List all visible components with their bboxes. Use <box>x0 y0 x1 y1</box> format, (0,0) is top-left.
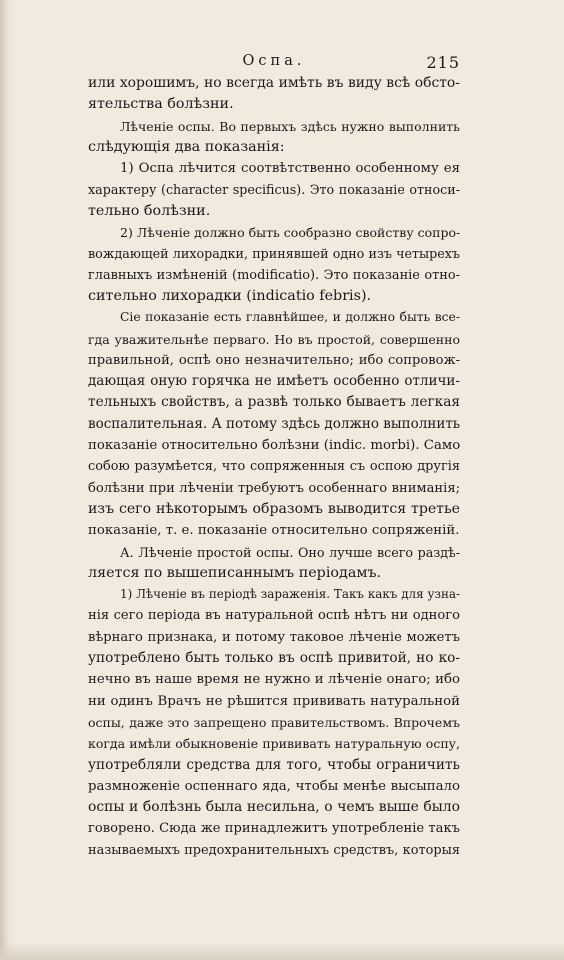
page-title: Оспа. <box>242 53 306 69</box>
text-line: 1) Оспа лѣчится соотвѣтственно особенному ея <box>120 161 460 177</box>
text-line: 2) Лѣченіе должно быть сообразно свойству сопро- <box>120 225 461 241</box>
text-line: вѣрнаго признака, и потому таковое лѣченіе можетъ <box>88 629 460 645</box>
text-line: сительно лихорадки (indicatio febris). <box>88 287 372 304</box>
body-text <box>88 73 460 861</box>
page-edge-shadow <box>0 0 14 960</box>
text-line: Сіе показаніе есть главнѣйшее, и должно быть все- <box>120 310 460 325</box>
text-line: говорено. Сюда же принадлежитъ употребленіе такъ <box>88 821 460 837</box>
text-line: А. Лѣченіе простой оспы. Оно лучше всего раздѣ- <box>120 544 460 560</box>
text-line: 1) Лѣченіе въ періодѣ зараженія. Такъ какъ для узна- <box>120 587 460 602</box>
paragraph <box>88 73 460 116</box>
text-line: употреблено быть только въ оспѣ привитой, но ко- <box>88 650 460 667</box>
page-number: 215 <box>426 53 460 72</box>
text-line: тельно болѣзни. <box>88 202 211 219</box>
text-line: употребляли средства для того, чтобы ограничить <box>88 756 460 773</box>
text-line: воспалительная. А потому здѣсь должно выполнить <box>88 415 461 432</box>
text-line: показаніе, т. е. показаніе относительно сопряженій. <box>88 523 460 539</box>
paragraph <box>88 584 460 861</box>
text-line: гда уважительнѣе перваго. Но въ простой, совершенно <box>88 331 460 347</box>
running-header <box>88 53 460 75</box>
text-line: показаніе относительно болѣзни (indic. morbi). Само <box>88 438 461 454</box>
text-line: когда имѣли обыкновеніе прививать натуральную оспу, <box>88 736 460 752</box>
paragraph <box>88 542 460 585</box>
paragraph <box>88 116 460 159</box>
text-line: слѣдующія два показанія: <box>88 138 285 155</box>
text-line: нечно въ наше время не нужно и лѣченіе онаго; ибо <box>88 672 460 688</box>
text-line: ни одинъ Врачъ не рѣшится прививать натуральной <box>88 693 460 709</box>
text-line: оспы, даже это запрещено правительствомъ. Впрочемъ <box>88 714 460 730</box>
text-line: собою разумѣется, что сопряженныя съ оспою другія <box>88 459 460 475</box>
paragraph <box>88 307 460 541</box>
text-line: оспы и болѣзнь была несильна, о чемъ выше было <box>88 799 460 816</box>
text-line: ляется по вышеписаннымъ періодамъ. <box>88 564 382 581</box>
text-line: главныхъ измѣненій (modificatio). Это показаніе отно- <box>88 267 460 283</box>
paragraph <box>88 222 460 307</box>
text-line: размноженіе оспеннаго яда, чтобы менѣе высыпало <box>88 778 460 794</box>
text-line: или хорошимъ, но всегда имѣть въ виду всѣ обсто- <box>88 75 460 91</box>
paragraph <box>88 158 460 222</box>
text-line: болѣзни при лѣченіи требуютъ особеннаго вниманія; <box>88 480 460 496</box>
text-line: вождающей лихорадки, принявшей одно изъ четырехъ <box>88 246 460 262</box>
text-line: тельныхъ свойствъ, а развѣ только бываетъ легкая <box>88 394 460 411</box>
text-line: характеру (character specificus). Это показаніе относи- <box>88 182 460 198</box>
text-line: Лѣченіе оспы. Во первыхъ здѣсь нужно выполнить <box>120 118 460 134</box>
text-line: называемыхъ предохранительныхъ средствъ, которыя <box>88 842 460 858</box>
text-line: ятельства болѣзни. <box>88 96 234 113</box>
text-line: нія сего періода въ натуральной оспѣ нѣтъ ни одного <box>88 608 460 624</box>
text-line: правильной, оспѣ оно незначительно; ибо сопровож- <box>88 352 460 368</box>
text-line: дающая оную горячка не имѣетъ особенно отличи- <box>88 373 460 390</box>
page-bottom-shadow <box>0 942 564 960</box>
text-line: изъ сего нѣкоторымъ образомъ выводится третье <box>88 500 460 517</box>
